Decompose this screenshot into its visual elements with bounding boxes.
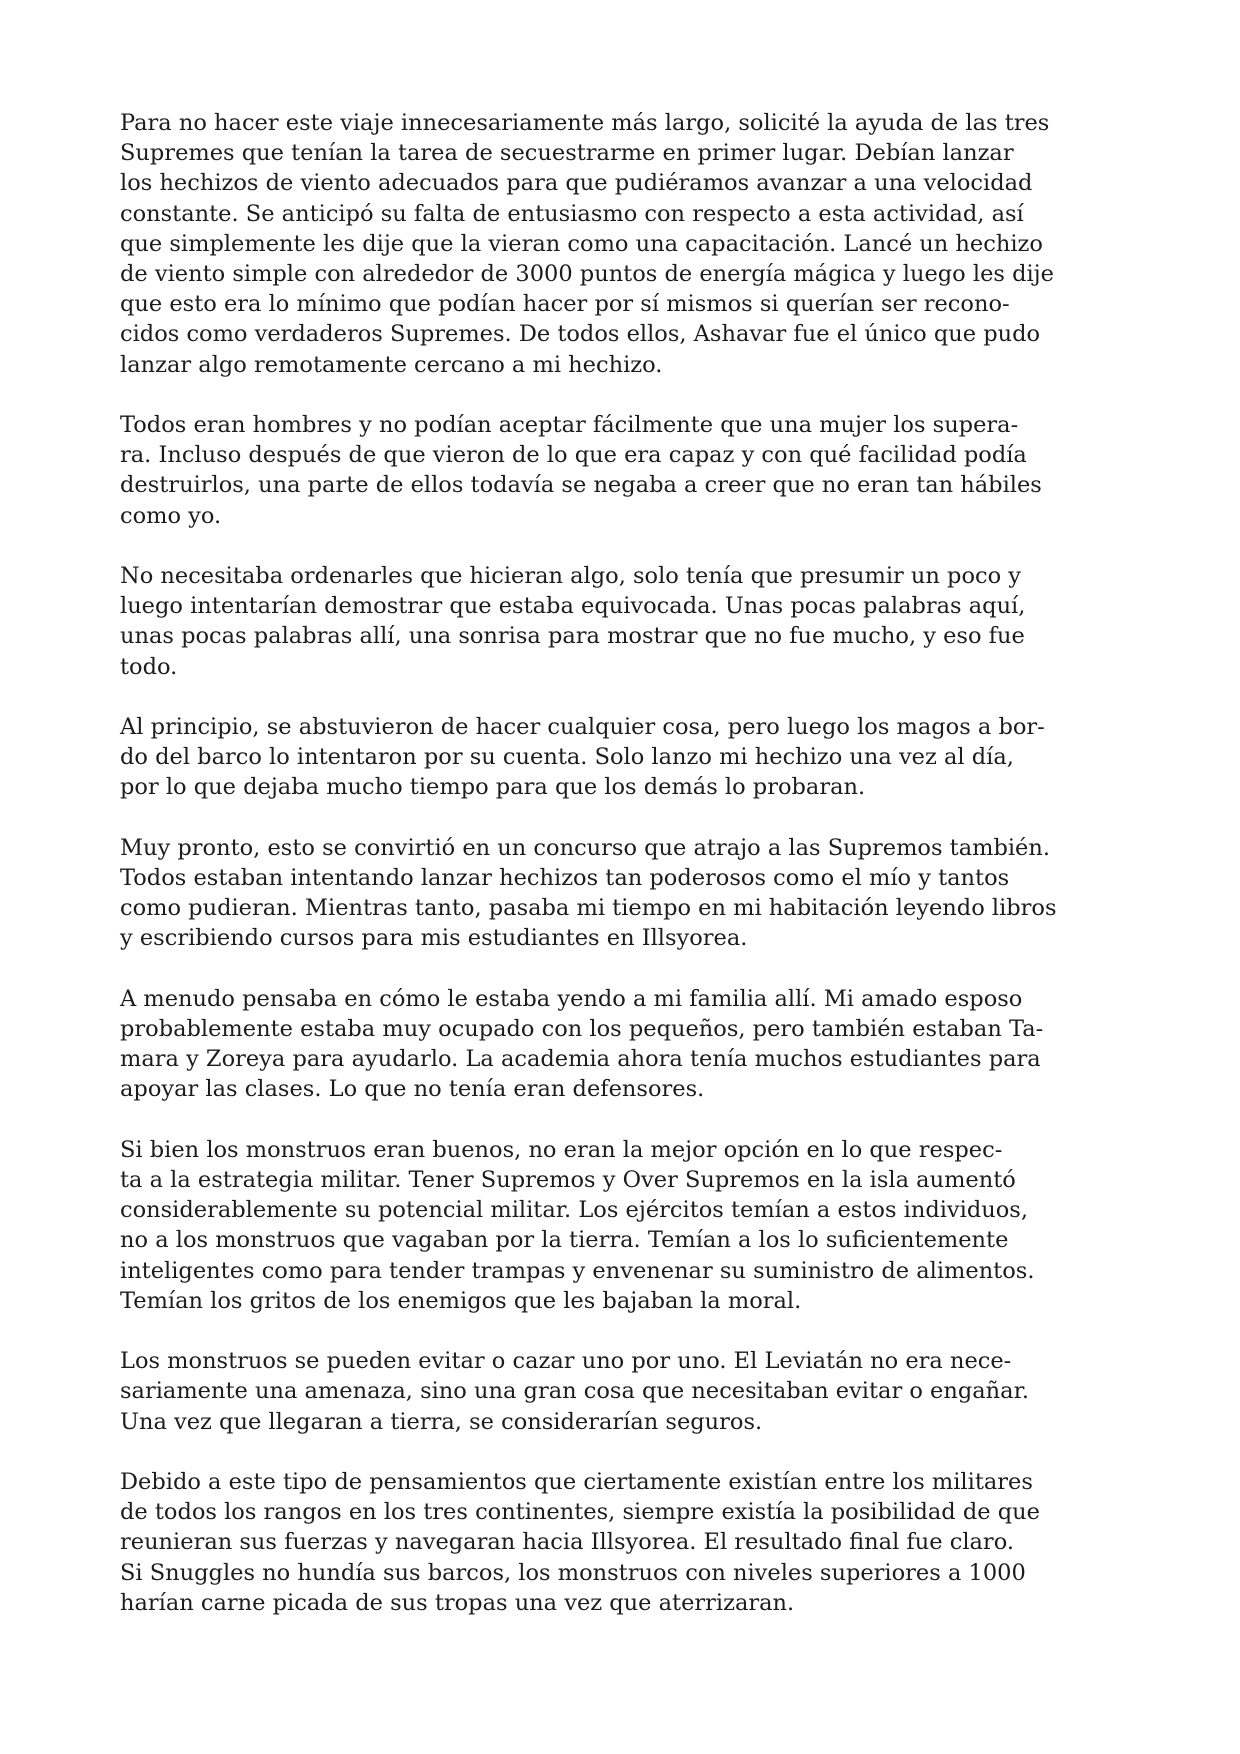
document-page	[120, 108, 1130, 1648]
paragraph-5: Muy pronto, esto se convirtió en un concurso que atrajo a las Supremos también. Todos estaban intentando lanzar hechizos tan poderosos como el mío y tantos como pudieran. Mientras tanto, pasaba mi tiempo en mi habitación leyendo libros y escribiendo cursos para mis estudiantes en Illsyorea.	[120, 834, 1057, 952]
paragraph-7: Si bien los monstruos eran buenos, no eran la mejor opción en lo que respec- ta a la estrategia militar. Tener Supremos y Over Supremos en la isla aumentó considerablemente su potencial militar. Los ejércitos temían a estos individuos, no a los monstruos que vagaban por la tierra. Temían a los lo suficientemente inteligentes como para tender trampas y envenenar su suministro de alimentos. Temían los gritos de los enemigos que les bajaban la moral.	[120, 1136, 1035, 1314]
paragraph-1: Para no hacer este viaje innecesariamente más largo, solicité la ayuda de las tres Supremes que tenían la tarea de secuestrarme en primer lugar. Debían lanzar los hechizos de viento adecuados para que pudiéramos avanzar a una velocidad constante. Se anticipó su falta de entusiasmo con respecto a esta actividad, así que simplemente les dije que la vieran como una capacitación. Lancé un hechizo de viento simple con alrededor de 3000 puntos de energía mágica y luego les dije que esto era lo mínimo que podían hacer por sí mismos si querían ser recono- cidos como verdaderos Supremes. De todos ellos, Ashavar fue el único que pudo lanzar algo remotamente cercano a mi hechizo.	[120, 110, 1054, 378]
paragraph-4: Al principio, se abstuvieron de hacer cualquier cosa, pero luego los magos a bor- do del barco lo intentaron por su cuenta. Solo lanzo mi hechizo una vez al día, por lo que dejaba mucho tiempo para que los demás lo probaran.	[120, 714, 1045, 801]
paragraph-2: Todos eran hombres y no podían aceptar fácilmente que una mujer los supera- ra. Incluso después de que vieron de lo que era capaz y con qué facilidad podía destruirlos, una parte de ellos todavía se negaba a creer que no eran tan hábiles como yo.	[120, 412, 1042, 529]
paragraph-6: A menudo pensaba en cómo le estaba yendo a mi familia allí. Mi amado esposo probablemente estaba muy ocupado con los pequeños, pero también estaban Ta- mara y Zoreya para ayudarlo. La academia ahora tenía muchos estudiantes para apoyar las clases. Lo que no tenía eran defensores.	[120, 985, 1044, 1103]
paragraph-9: Debido a este tipo de pensamientos que ciertamente existían entre los militares de todos los rangos en los tres continentes, siempre existía la posibilidad de que reunieran sus fuerzas y navegaran hacia Illsyorea. El resultado final fue claro. Si Snuggles no hundía sus barcos, los monstruos con niveles superiores a 1000 harían carne picada de sus tropas una vez que aterrizaran.	[120, 1469, 1040, 1616]
paragraph-3: No necesitaba ordenarles que hicieran algo, solo tenía que presumir un poco y luego intentarían demostrar que estaba equivocada. Unas pocas palabras aquí, unas pocas palabras allí, una sonrisa para mostrar que no fue mucho, y eso fue todo.	[120, 563, 1026, 680]
paragraph-8: Los monstruos se pueden evitar o cazar uno por uno. El Leviatán no era nece- sariamente una amenaza, sino una gran cosa que necesitaban evitar o engañar. Una vez que llegaran a tierra, se considerarían seguros.	[120, 1348, 1030, 1435]
